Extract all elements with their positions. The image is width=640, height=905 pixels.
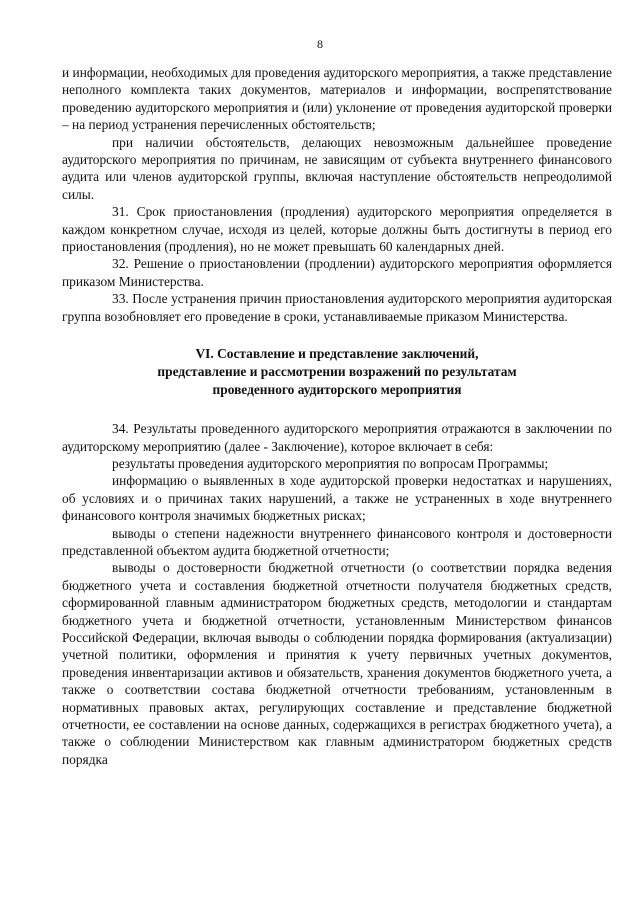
- paragraph-force-majeure: при наличии обстоятельств, делающих невозможным дальнейшее проведение аудиторского мероприятия по причинам, не зависящим от субъекта внутреннего финансового аудита или членов аудиторской группы, включая наступление обстоятельств непреодолимой силы.: [62, 134, 612, 202]
- document-body: [62, 64, 612, 768]
- page-number: 8: [317, 37, 323, 51]
- paragraph-reporting: выводы о достоверности бюджетной отчетности (о соответствии порядка ведения бюджетного учета и составления бюджетной отчетности получателя бюджетных средств, сформированной главным администратором бюджетных средств, методологии и стандартам бюджетного учета и бюджетной отчетности, установленным Министерством финансов Российской Федерации, включая выводы о соблюдении порядка формирования (актуализации) учетной политики, оформления и принятия к учету первичных учетных документов, проведения инвентаризации активов и обязательств, хранения документов бюджетного учета, а также о соответствии состава бюджетной отчетности требованиям, установленным в нормативных правовых актах, регулирующих составление и представление бюджетной отчетности, ее составлении на основе данных, содержащихся в регистрах бюджетного учета), а также о соблюдении Министерством как главным администратором бюджетных средств порядка: [62, 560, 612, 767]
- paragraph-34: 34. Результаты проведенного аудиторского мероприятия отражаются в заключении по аудиторскому мероприятию (далее - Заключение), которое включает в себя:: [62, 421, 612, 454]
- section-heading-line-2: представление и рассмотрении возражений по результатам: [157, 364, 517, 380]
- paragraph-31: 31. Срок приостановления (продления) аудиторского мероприятия определяется в каждом конкретном случае, исходя из целей, которые должны быть достигнуты в период его приостановления (продления), но не может превышать 60 календарных дней.: [62, 204, 612, 255]
- paragraph-32: 32. Решение о приостановлении (продлении) аудиторского мероприятия оформляется приказом Министерства.: [62, 256, 612, 289]
- section-heading-line-3: проведенного аудиторского мероприятия: [212, 382, 462, 398]
- paragraph-reliability: выводы о степени надежности внутреннего финансового контроля и достоверности представленной объектом аудита бюджетной отчетности;: [62, 525, 612, 558]
- paragraph-continuation: и информации, необходимых для проведения аудиторского мероприятия, а также представление неполного комплекта таких документов, материалов и информации, воспрепятствование проведению аудиторского мероприятия и (или) уклонение от проведения аудиторской проверки – на период устранения перечисленных обстоятельств;: [62, 65, 612, 133]
- paragraph-33: 33. После устранения причин приостановления аудиторского мероприятия аудиторская группа возобновляет его проведение в сроки, устанавливаемые приказом Министерства.: [62, 291, 612, 324]
- paragraph-deficiencies: информацию о выявленных в ходе аудиторской проверки недостатках и нарушениях, об условиях и о причинах таких нарушений, а также не устраненных в ходе внутреннего финансового контроля значимых бюджетных рисках;: [62, 473, 612, 524]
- section-heading-line-1: VI. Составление и представление заключений,: [195, 346, 479, 362]
- section-heading: [62, 345, 612, 399]
- paragraph-results: результаты проведения аудиторского мероприятия по вопросам Программы;: [112, 455, 549, 471]
